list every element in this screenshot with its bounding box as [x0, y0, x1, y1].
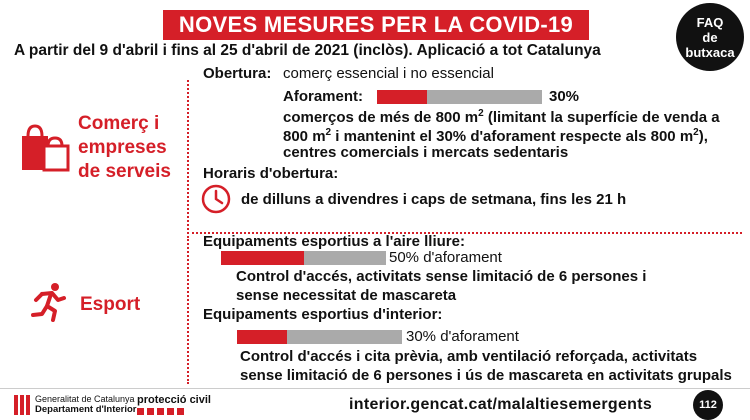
running-person-icon [28, 282, 68, 322]
footer-url-link[interactable]: interior.gencat.cat/malaltiesemergents [349, 396, 653, 413]
clock-icon [200, 183, 232, 215]
opening-label: Obertura: [203, 65, 272, 82]
outdoor-detail-line2: sense necessitat de mascareta [236, 287, 457, 304]
detail-text: ), [698, 128, 708, 145]
capacity-bar-fill [377, 90, 427, 104]
outdoor-detail-line1: Control d'accés, activitats sense limitació de 6 persones i [236, 268, 647, 285]
capacity-bar-commerce [377, 90, 542, 104]
detail-text: (limitant la superfície de venda a [483, 109, 720, 126]
outdoor-title: Equipaments esportius a l'aire lliure: [203, 233, 465, 250]
gencat-logo [14, 394, 137, 415]
footer-divider [0, 388, 750, 389]
capacity-bar-indoor [237, 330, 402, 344]
faq-badge-line3: butxaca [685, 44, 735, 60]
outdoor-capacity: 50% d'aforament [389, 249, 502, 266]
commerce-label-line1: Comerç i [78, 113, 160, 134]
proteccio-civil-logo [137, 394, 211, 415]
capacity-bar-fill [237, 330, 287, 344]
superscript: 2 [693, 127, 699, 138]
indoor-detail-line2: sense limitació de 6 persones i ús de mascareta en activitats grupals [240, 367, 732, 384]
subtitle: A partir del 9 d'abril i fins al 25 d'abril de 2021 (inclòs). Aplicació a tot Catalunya [14, 42, 601, 59]
gencat-text [35, 394, 137, 415]
indoor-detail-line1: Control d'accés i cita prèvia, amb ventilació reforçada, activitats [240, 348, 698, 365]
divider-vertical-top [187, 80, 189, 230]
hours-value: de dilluns a divendres i caps de setmana, fins les 21 h [241, 191, 627, 208]
commerce-detail-line2 [283, 124, 708, 146]
gencat-line1: Generalitat de Catalunya [35, 394, 135, 404]
divider-vertical-bottom [187, 236, 189, 384]
section-label-commerce [78, 112, 171, 184]
faq-badge-line1: FAQ [696, 14, 724, 30]
indoor-title: Equipaments esportius d'interior: [203, 306, 443, 323]
faq-badge-line2: de [702, 29, 718, 45]
detail-text: i mantenint el 30% d'aforament respecte als 800 m [331, 128, 694, 145]
hours-label: Horaris d'obertura: [203, 165, 339, 182]
indoor-capacity: 30% d'aforament [406, 328, 519, 345]
superscript: 2 [325, 127, 332, 138]
commerce-detail-line3: centres comercials i mercats sedentaris [283, 144, 569, 161]
emergency-112-badge: 112 [693, 390, 723, 420]
page-title: NOVES MESURES PER LA COVID-19 [163, 10, 589, 40]
gencat-line2: Departament d'Interior [35, 404, 137, 415]
opening-value: comerç essencial i no essencial [283, 65, 494, 82]
detail-text: comerços de més de 800 m [283, 109, 479, 126]
faq-badge[interactable] [676, 3, 744, 71]
section-label-sport: Esport [80, 294, 141, 315]
capacity-percent: 30% [549, 88, 580, 105]
capacity-label: Aforament: [283, 88, 364, 105]
detail-text: 800 m [283, 128, 326, 145]
shopping-bags-icon [18, 124, 70, 172]
pcivil-stripes-icon [137, 408, 211, 415]
capacity-bar-fill [221, 251, 304, 265]
commerce-label-line3: de serveis [78, 161, 171, 182]
pcivil-text: protecció civil [137, 394, 211, 406]
gencat-flag-icon [14, 395, 30, 415]
commerce-label-line2: empreses [78, 137, 167, 158]
superscript: 2 [478, 108, 484, 119]
capacity-bar-outdoor [221, 251, 386, 265]
